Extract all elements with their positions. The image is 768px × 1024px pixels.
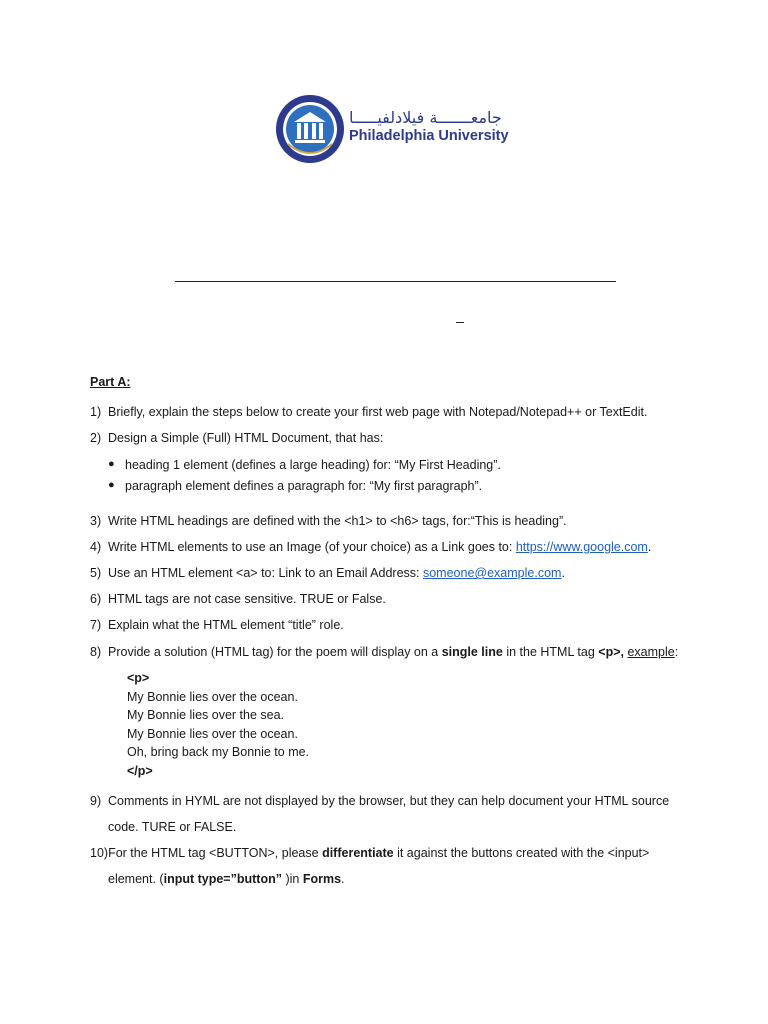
- question-text-part: .: [341, 872, 345, 886]
- question-number: 5): [90, 566, 102, 580]
- question-text-part: Use an HTML element <a> to: Link to an Email Address:: [108, 566, 423, 580]
- question-number: 6): [90, 592, 102, 606]
- university-logo: [274, 92, 524, 168]
- poem-example: [127, 669, 309, 781]
- question-number: 9): [90, 794, 102, 808]
- bullet-icon: ●: [108, 458, 115, 470]
- question-text-part: For the HTML tag <BUTTON>, please: [108, 846, 323, 860]
- question-text-part: .: [561, 566, 565, 580]
- list-item-text: heading 1 element (defines a large heading) for: “My First Heading”.: [125, 458, 501, 472]
- question-text-part: it against the buttons created with the <input>: [393, 846, 650, 860]
- poem-line: My Bonnie lies over the ocean.: [127, 689, 298, 704]
- question-number: 10): [90, 846, 109, 860]
- question-text: HTML tags are not case sensitive. TRUE or False.: [108, 592, 386, 606]
- question-number: 4): [90, 540, 102, 554]
- bold-text: <p>,: [598, 645, 624, 659]
- question-text: [108, 645, 678, 659]
- bold-text: differentiate: [322, 846, 394, 860]
- google-link[interactable]: https://www.google.com: [515, 540, 648, 554]
- question-text-part: Provide a solution (HTML tag) for the poem will display on a: [108, 645, 442, 659]
- question-number: 8): [90, 645, 102, 659]
- poem-line: My Bonnie lies over the sea.: [127, 708, 285, 723]
- poem-close-tag: </p>: [127, 763, 153, 778]
- question-text: Explain what the HTML element “title” role.: [108, 618, 344, 632]
- question-number: 7): [90, 618, 102, 632]
- question-text-part: :: [674, 645, 679, 659]
- question-10-continuation: [108, 872, 345, 886]
- question-text-part: )in: [281, 872, 303, 886]
- university-seal-icon: [274, 92, 346, 168]
- poem-line: Oh, bring back my Bonnie to me.: [127, 745, 310, 760]
- question-text-part: .: [647, 540, 652, 554]
- list-item-text: paragraph element defines a paragraph for: “My first paragraph”.: [125, 479, 483, 493]
- question-text-part: in the HTML tag: [502, 645, 599, 659]
- poem-open-tag: <p>: [127, 671, 150, 685]
- question-text: [108, 566, 565, 580]
- bold-text: single line: [441, 645, 503, 659]
- question-10: [90, 846, 649, 860]
- logo-english-text: Philadelphia University: [349, 128, 509, 144]
- question-number: 2): [90, 431, 102, 445]
- question-text-part: element. (: [108, 872, 164, 886]
- question-number: 1): [90, 405, 102, 419]
- question-text: Write HTML headings are defined with the <h1> to <h6> tags, for:“This is heading”.: [108, 514, 567, 528]
- bold-text: input type=”button”: [163, 872, 282, 886]
- bold-text: Forms: [302, 872, 342, 886]
- email-link[interactable]: someone@example.com: [422, 566, 562, 580]
- question-9-continuation: code. TURE or FALSE.: [108, 820, 237, 834]
- bullet-icon: ●: [108, 479, 115, 491]
- underlined-text: example: [627, 645, 675, 659]
- logo-arabic-text: جامعـــــــة فيلادلفيـــــا: [349, 108, 502, 127]
- question-text: Design a Simple (Full) HTML Document, that has:: [108, 431, 384, 445]
- title-underline: [175, 281, 616, 282]
- dash-mark: [456, 322, 464, 323]
- question-text-part: Write HTML elements to use an Image (of your choice) as a Link goes to:: [108, 540, 516, 554]
- question-text: Briefly, explain the steps below to create your first web page with Notepad/Notepad++ or TextEdit.: [108, 405, 648, 419]
- question-text: Comments in HYML are not displayed by the browser, but they can help document your HTML source: [108, 794, 670, 808]
- part-a-heading: Part A:: [90, 375, 131, 389]
- poem-line: My Bonnie lies over the ocean.: [127, 726, 298, 741]
- question-number: 3): [90, 514, 102, 528]
- question-text: [108, 540, 651, 554]
